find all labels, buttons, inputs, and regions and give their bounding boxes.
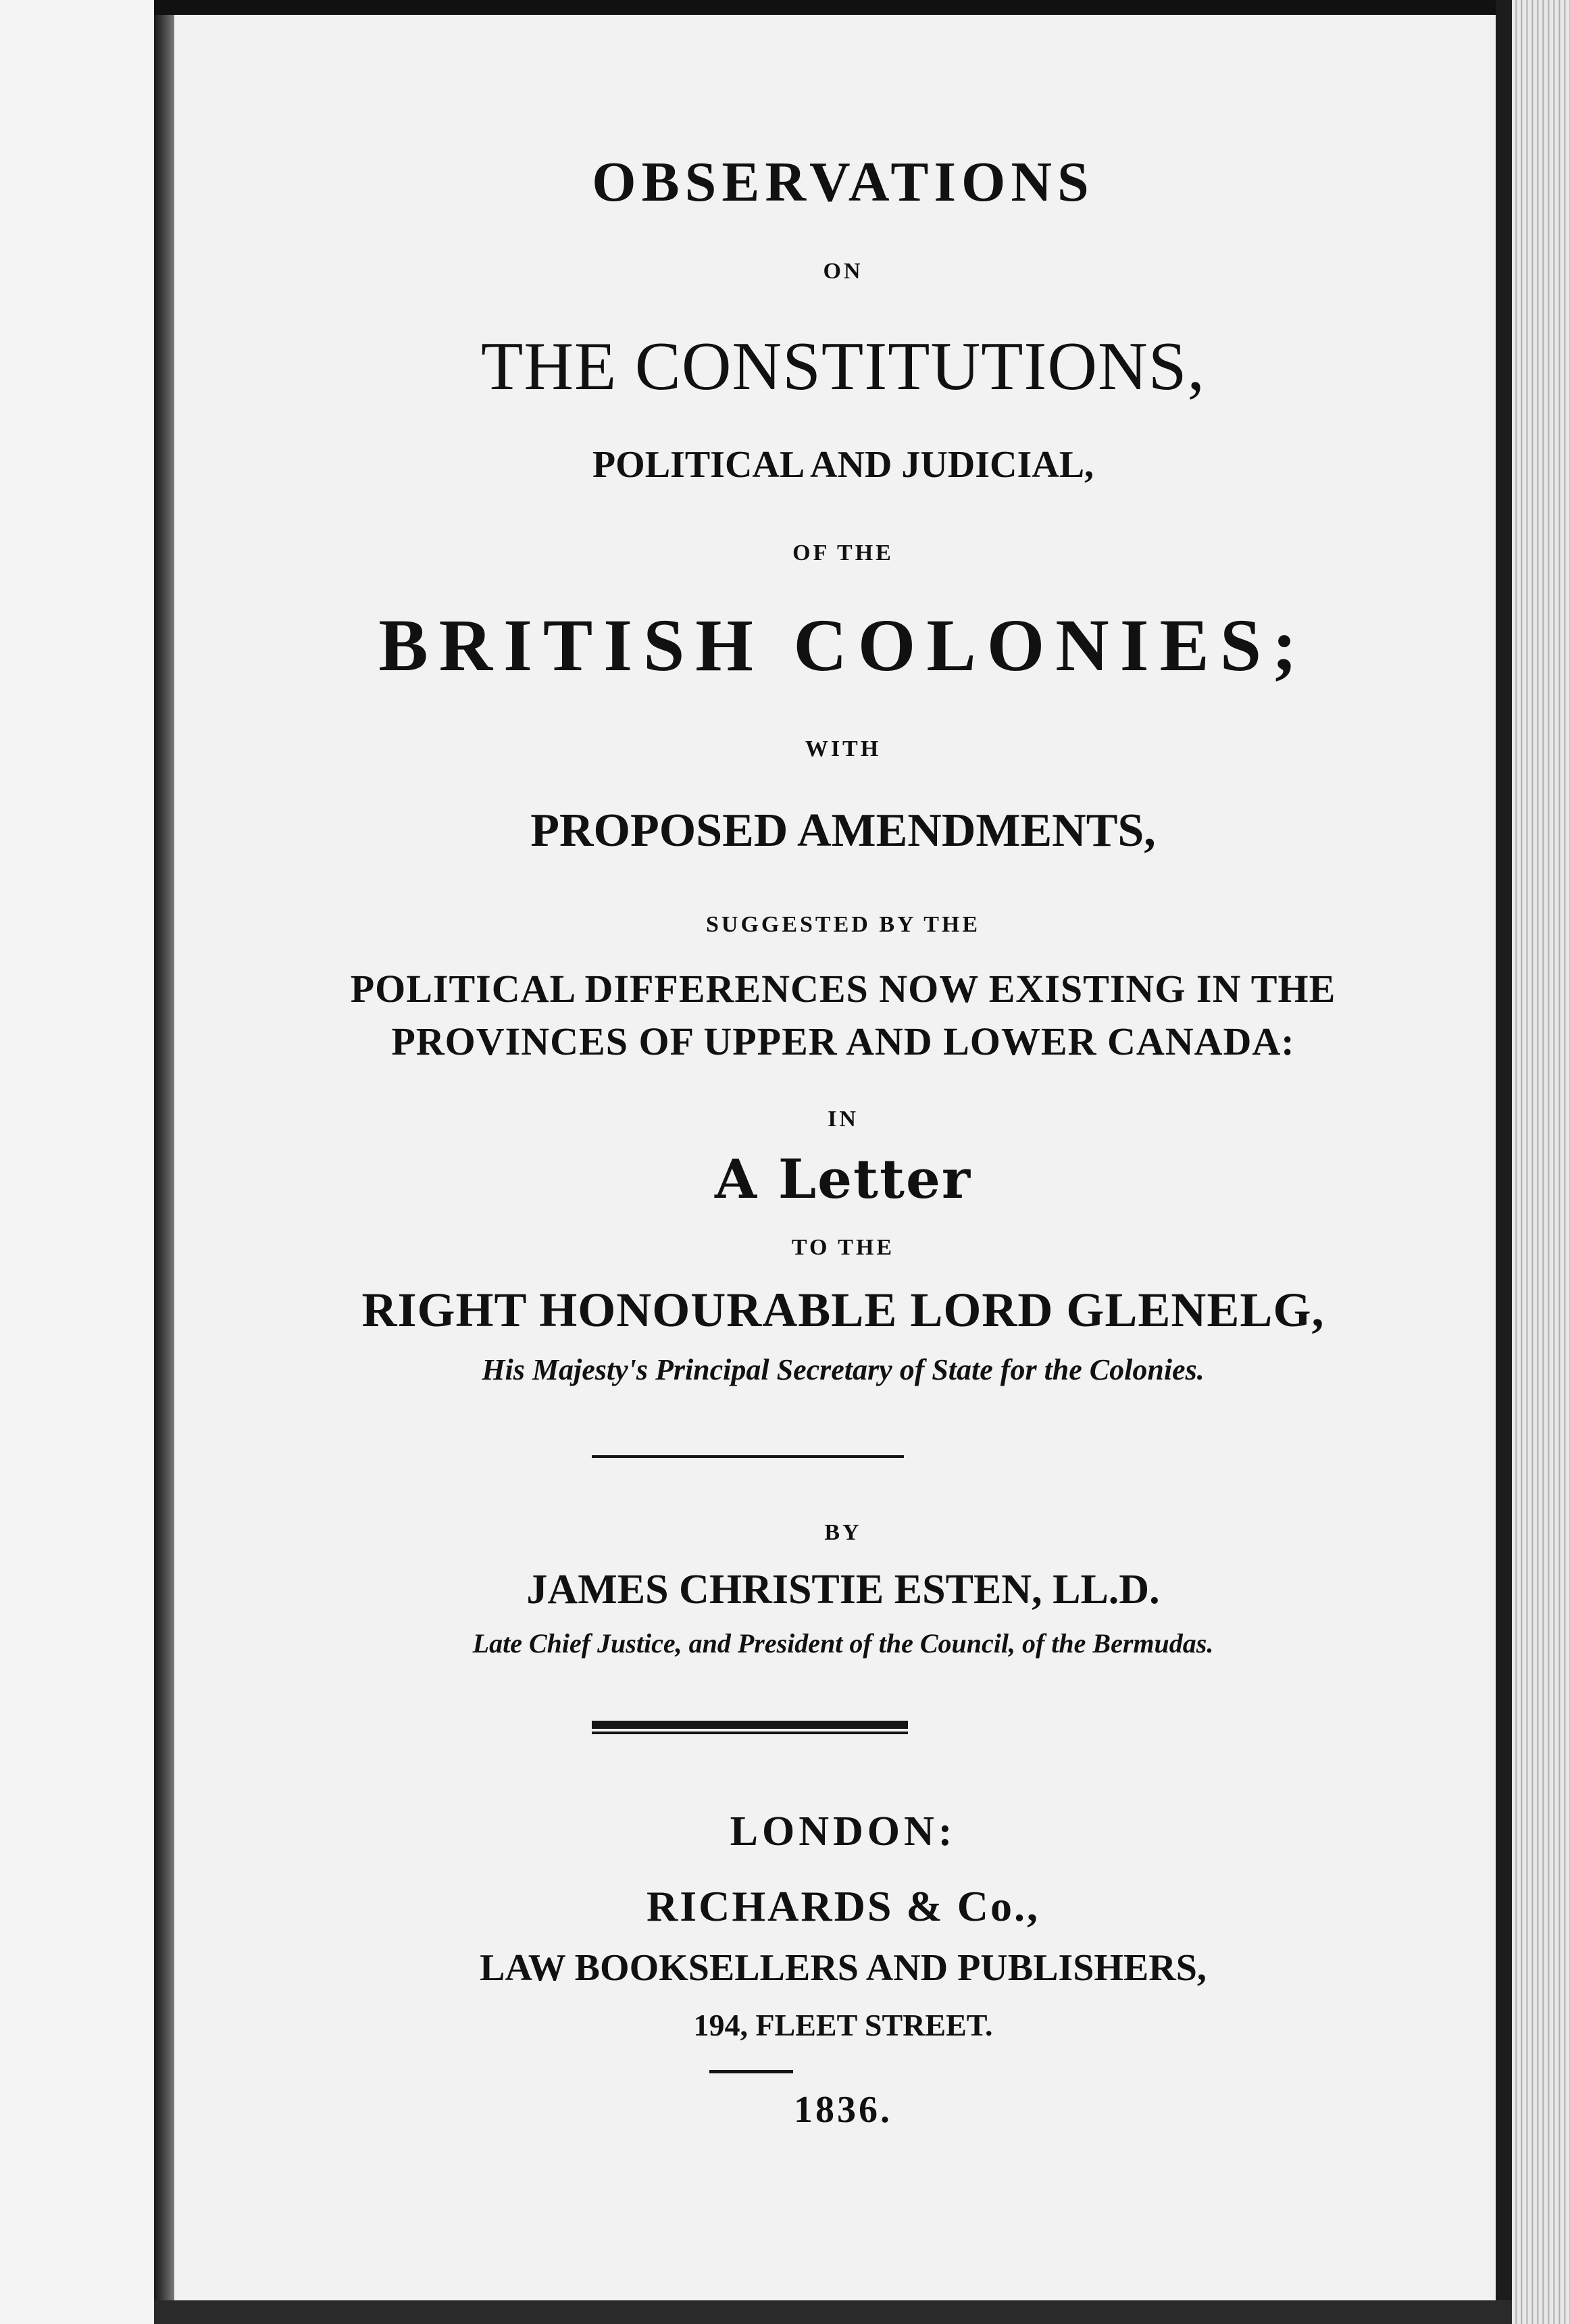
- title-with: WITH: [805, 736, 882, 761]
- title-secretary-of-state: His Majesty's Principal Secretary of State for the Colonies.: [482, 1353, 1205, 1386]
- title-political-judicial: POLITICAL AND JUDICIAL,: [592, 444, 1094, 486]
- imprint-year: 1836.: [794, 2089, 892, 2131]
- book-gutter: [154, 0, 174, 2324]
- title-in: IN: [828, 1107, 859, 1132]
- title-observations: OBSERVATIONS: [592, 151, 1094, 213]
- imprint-london: LONDON:: [730, 1809, 957, 1854]
- title-differences-line-2: PROVINCES OF UPPER AND LOWER CANADA:: [391, 1019, 1295, 1063]
- imprint-booksellers: LAW BOOKSELLERS AND PUBLISHERS,: [480, 1947, 1207, 1989]
- imprint-address: 194, FLEET STREET.: [693, 2008, 993, 2042]
- bottom-edge-shadow: [154, 2300, 1512, 2324]
- author-name: JAMES CHRISTIE ESTEN, LL.D.: [526, 1567, 1160, 1613]
- title-proposed-amendments: PROPOSED AMENDMENTS,: [530, 805, 1156, 857]
- title-suggested-by: SUGGESTED BY THE: [705, 912, 980, 937]
- title-to-the: TO THE: [791, 1235, 895, 1260]
- stacked-page-edges: [1512, 0, 1570, 2324]
- double-rule-thick: [592, 1721, 908, 1729]
- double-rule-thin: [592, 1732, 908, 1734]
- short-rule: [709, 2070, 793, 2073]
- title-lord-glenelg: RIGHT HONOURABLE LORD GLENELG,: [361, 1283, 1325, 1337]
- title-a-letter: A Letter: [714, 1147, 972, 1211]
- left-page-edge: [0, 0, 154, 2324]
- title-on: ON: [823, 259, 863, 284]
- title-differences-line-1: POLITICAL DIFFERENCES NOW EXISTING IN THE: [350, 967, 1336, 1011]
- divider-rule: [592, 1455, 904, 1458]
- top-edge-shadow: [154, 0, 1512, 15]
- imprint-publisher: RICHARDS & Co.,: [647, 1882, 1040, 1930]
- title-constitutions: THE CONSTITUTIONS,: [481, 328, 1205, 405]
- title-by: BY: [824, 1520, 862, 1545]
- title-of-the: OF THE: [792, 540, 894, 565]
- author-description: Late Chief Justice, and President of the Council, of the Bermudas.: [472, 1628, 1214, 1659]
- title-british-colonies: BRITISH COLONIES;: [378, 604, 1308, 686]
